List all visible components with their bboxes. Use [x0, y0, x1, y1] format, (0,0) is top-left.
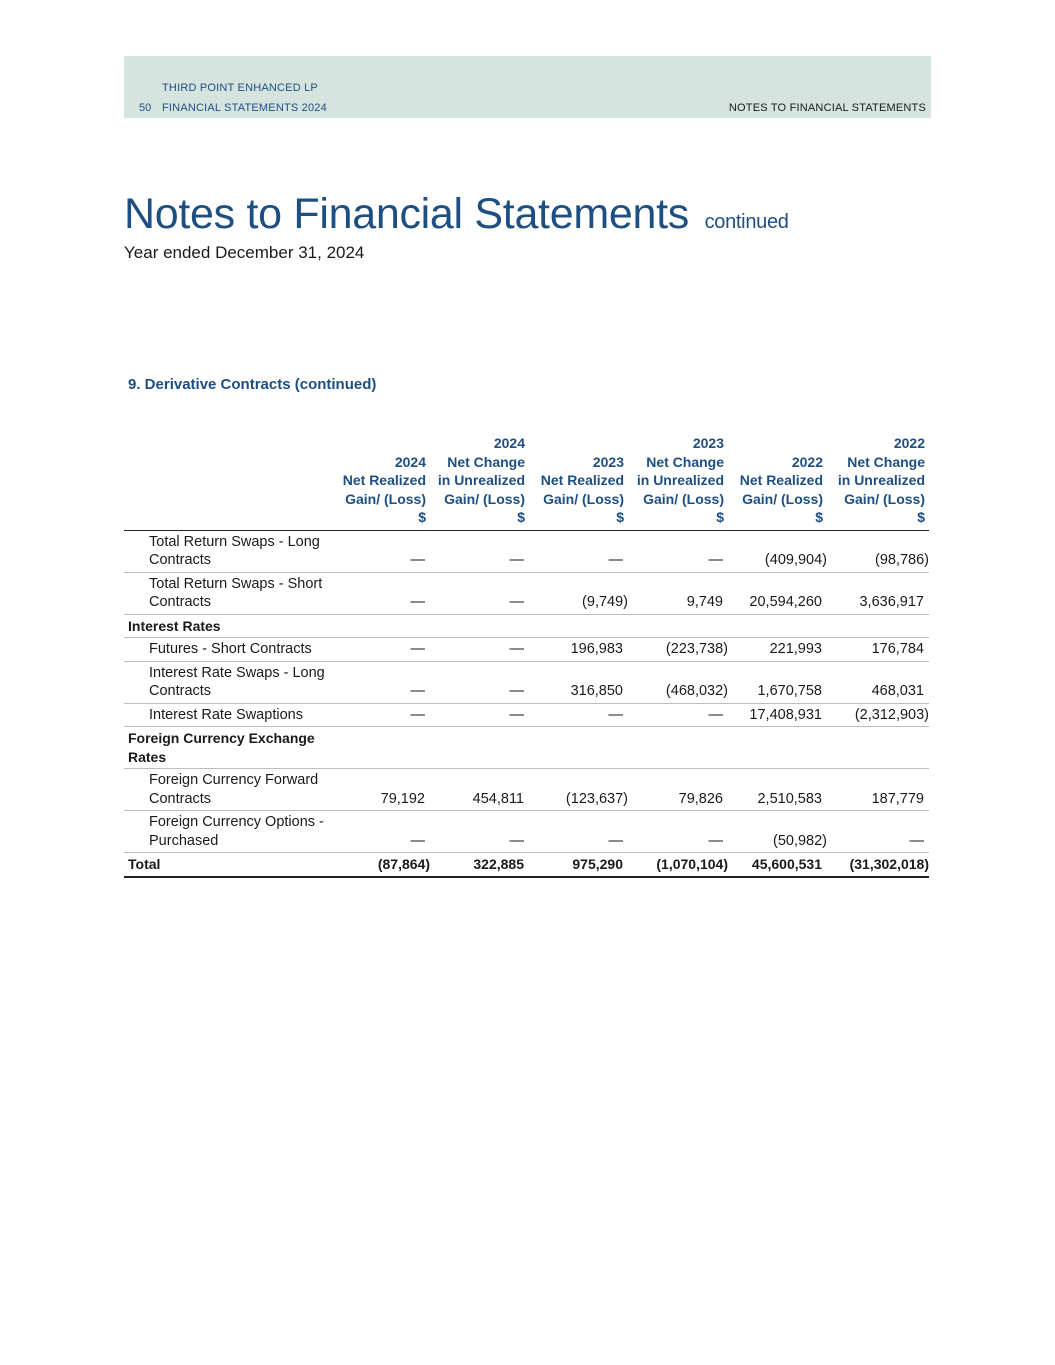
header-section: FINANCIAL STATEMENTS 2024 [162, 102, 327, 114]
column-header-label [124, 434, 337, 530]
table-cell: (31,302,018) [827, 853, 929, 877]
table-cell [728, 727, 827, 769]
table-cell: 316,850 [529, 661, 628, 703]
page-subtitle: Year ended December 31, 2024 [124, 243, 365, 262]
table-cell: — [628, 530, 728, 572]
table-cell: 79,192 [337, 769, 430, 811]
table-cell: 322,885 [430, 853, 529, 877]
table-cell [337, 614, 430, 638]
table-cell: (409,904) [728, 530, 827, 572]
table-cell: — [337, 703, 430, 727]
table-cell: (87,864) [337, 853, 430, 877]
column-header: 2023 Net Change in Unrealized Gain/ (Loss) $ [628, 434, 728, 530]
column-header: 2022 Net Realized Gain/ (Loss) $ [728, 434, 827, 530]
table-cell: 1,670,758 [728, 661, 827, 703]
page-title-main: Notes to Financial Statements [124, 190, 689, 238]
table-cell: — [529, 811, 628, 853]
total-label: Total [124, 853, 337, 877]
row-label: Total Return Swaps - Long Contracts [124, 530, 337, 572]
table-cell: (98,786) [827, 530, 929, 572]
category-label: Interest Rates [124, 614, 337, 638]
header-page-number: 50 [139, 102, 152, 114]
table-row [124, 530, 929, 572]
column-header: 2024 Net Realized Gain/ (Loss) $ [337, 434, 430, 530]
table-cell: 176,784 [827, 638, 929, 662]
table-cell: — [337, 661, 430, 703]
table-cell: — [337, 811, 430, 853]
table-cell: 45,600,531 [728, 853, 827, 877]
table-row [124, 703, 929, 727]
table-cell [337, 727, 430, 769]
table-cell: (468,032) [628, 661, 728, 703]
table-cell: (50,982) [728, 811, 827, 853]
column-header: 2023 Net Realized Gain/ (Loss) $ [529, 434, 628, 530]
table-cell: (223,738) [628, 638, 728, 662]
table-cell: — [430, 811, 529, 853]
table-cell: 196,983 [529, 638, 628, 662]
table-row [124, 638, 929, 662]
table-cell: — [430, 572, 529, 614]
table-row [124, 572, 929, 614]
table-cell: 3,636,917 [827, 572, 929, 614]
table-cell: — [430, 661, 529, 703]
table-cell [827, 727, 929, 769]
total-row [124, 853, 929, 877]
table-cell: 9,749 [628, 572, 728, 614]
table-cell [430, 614, 529, 638]
table-cell [430, 727, 529, 769]
table-cell [628, 614, 728, 638]
table-cell: — [430, 703, 529, 727]
table-cell [529, 727, 628, 769]
row-label: Foreign Currency Forward Contracts [124, 769, 337, 811]
table-cell: 17,408,931 [728, 703, 827, 727]
column-header: 2024 Net Change in Unrealized Gain/ (Loss) $ [430, 434, 529, 530]
table-cell: — [529, 703, 628, 727]
row-label: Total Return Swaps - Short Contracts [124, 572, 337, 614]
category-label: Foreign Currency Exchange Rates [124, 727, 337, 769]
row-label: Foreign Currency Options - Purchased [124, 811, 337, 853]
table-cell [827, 614, 929, 638]
table-cell: 468,031 [827, 661, 929, 703]
row-label: Futures - Short Contracts [124, 638, 337, 662]
category-row [124, 727, 929, 769]
table-cell: — [337, 572, 430, 614]
table-cell [628, 727, 728, 769]
table-cell: — [430, 530, 529, 572]
header-company: THIRD POINT ENHANCED LP [162, 82, 318, 94]
table-cell [728, 614, 827, 638]
table-cell: 20,594,260 [728, 572, 827, 614]
category-row [124, 614, 929, 638]
table-cell: 2,510,583 [728, 769, 827, 811]
section-heading: 9. Derivative Contracts (continued) [128, 376, 377, 393]
table-cell: — [430, 638, 529, 662]
page-title [124, 190, 789, 239]
table-cell: 79,826 [628, 769, 728, 811]
table-cell: — [337, 530, 430, 572]
table-cell: — [827, 811, 929, 853]
table-cell: (2,312,903) [827, 703, 929, 727]
page-header [124, 56, 931, 118]
table-cell: (9,749) [529, 572, 628, 614]
table-cell: 187,779 [827, 769, 929, 811]
table-cell: — [529, 530, 628, 572]
header-right-label: NOTES TO FINANCIAL STATEMENTS [728, 102, 926, 114]
table-cell: — [337, 638, 430, 662]
column-header: 2022 Net Change in Unrealized Gain/ (Loss) $ [827, 434, 929, 530]
table-cell: (123,637) [529, 769, 628, 811]
table-cell: 454,811 [430, 769, 529, 811]
table-header-row [124, 434, 929, 530]
page-title-continued: continued [704, 211, 789, 233]
table-cell: — [628, 811, 728, 853]
derivatives-table [124, 434, 929, 878]
table-row [124, 661, 929, 703]
table-cell: 221,993 [728, 638, 827, 662]
table-row [124, 769, 929, 811]
table-cell: (1,070,104) [628, 853, 728, 877]
row-label: Interest Rate Swaptions [124, 703, 337, 727]
table-cell: — [628, 703, 728, 727]
row-label: Interest Rate Swaps - Long Contracts [124, 661, 337, 703]
table-row [124, 811, 929, 853]
table-cell: 975,290 [529, 853, 628, 877]
table-cell [529, 614, 628, 638]
